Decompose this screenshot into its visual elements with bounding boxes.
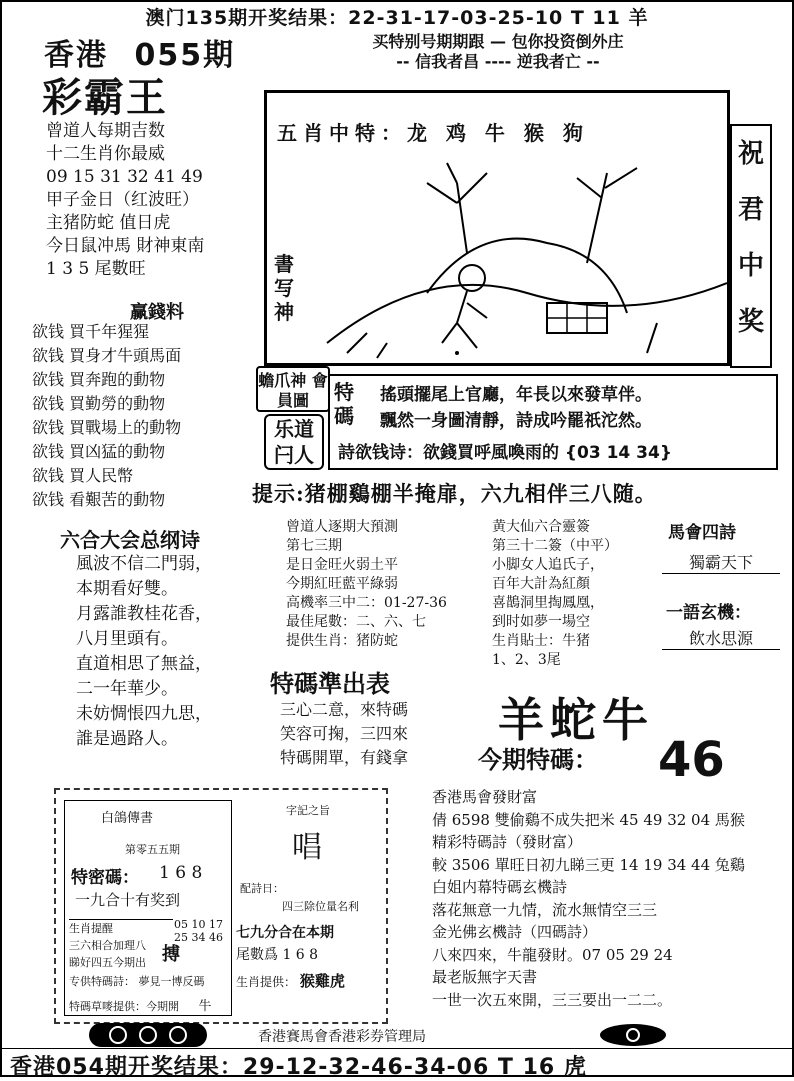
member-badge: 蟾爪神 會員圖 — [256, 366, 330, 412]
five-zodiac-title: 五肖中特：龙 鸡 牛 猴 狗 — [277, 121, 589, 145]
verse-line: 三心二意，來特碼 — [280, 700, 409, 719]
landscape-illustration — [307, 143, 727, 363]
hk-jockey-block — [432, 786, 745, 1011]
special-code-box — [328, 374, 778, 470]
win-money-title: 赢錢料 — [130, 302, 184, 323]
coupon-header: 白鴿傳書 — [101, 811, 154, 826]
special-code-poem — [380, 382, 652, 434]
footer-text: 香港賽馬會香港彩券管理局 — [258, 1029, 426, 1045]
blessing-strip — [730, 124, 772, 368]
zeng-prediction — [286, 518, 447, 651]
blessing-char: 奖 — [737, 307, 764, 337]
zodiac-pick: 羊蛇牛 — [498, 693, 654, 747]
slogan-line: -- 信我者昌 ---- 逆我者亡 -- — [396, 52, 600, 71]
bottom-line — [69, 995, 212, 1014]
reminder-row: 生肖提醒 — [69, 922, 113, 935]
poem-line: 誰是過路人。 — [76, 729, 178, 749]
macau-result-bar: 澳门135期开奖结果：22-31-17-03-25-10 T 11 羊 — [145, 7, 649, 29]
brand-title: 彩霸王 — [42, 75, 168, 121]
list-item: 欲钱 買千年猩猩 — [32, 322, 150, 341]
prediction-line: 曾道人逐期大預測 — [286, 519, 398, 535]
oracle-line: 黄大仙六合靈簽 — [492, 519, 590, 535]
char-note2: 四三除位量名利 — [282, 900, 359, 913]
prediction-line: 今期紅旺藍平綠弱 — [286, 576, 398, 592]
info-line: 曾道人每期吉数 — [46, 121, 165, 141]
char-note: 配詩日： — [240, 882, 284, 895]
list-item: 欲钱 買人民幣 — [32, 466, 134, 485]
hk-line: 金光佛玄機詩（四碼詩） — [432, 923, 598, 941]
info-line: 今日鼠冲馬 財神東南 — [46, 236, 205, 256]
blessing-char: 祝 — [737, 139, 764, 169]
info-line: 1 3 5 尾數旺 — [46, 259, 146, 279]
huang-oracle — [492, 518, 618, 670]
zodiac-supply — [236, 970, 345, 991]
special-phrase: 一九合十有奖到 — [75, 891, 181, 909]
special-code-label: 特碼 — [334, 380, 354, 428]
oracle-line: 第三十二簽（中平） — [492, 538, 618, 554]
oracle-line: 生肖貼士：牛猪 — [492, 633, 590, 649]
oracle-line: 1、2、3尾 — [492, 652, 561, 668]
poem-line: 直道相思了無益， — [76, 654, 212, 674]
char-title: 字記之旨 — [286, 804, 330, 817]
reminder-row: 三六相合加理八 — [69, 939, 146, 952]
prediction-line: 提供生肖：猪防蛇 — [286, 633, 398, 649]
reminder-rows — [69, 919, 173, 971]
hk-line: 香港馬會發財富 — [432, 788, 538, 806]
list-item: 欲钱 買凶猛的動物 — [32, 442, 166, 461]
special-number: 46 — [658, 732, 725, 788]
prediction-line: 最佳尾數：二、六、七 — [286, 614, 426, 630]
prediction-line: 高機率三中二：01-27-36 — [286, 595, 447, 611]
bottom-value: 牛 — [198, 999, 212, 1014]
zodiac-supply-label: 生肖提供： — [236, 975, 297, 989]
region-label: 香港 — [44, 38, 108, 73]
hk-line: 白姐内幕特碼玄機詩 — [432, 878, 568, 896]
poem-line: 未妨惆悵四九思， — [76, 704, 212, 724]
single-verse — [69, 973, 205, 989]
seal-badge — [264, 414, 324, 470]
special-table-title: 特碼準出表 — [270, 670, 390, 698]
oracle-line: 百年大計為紅顏 — [492, 576, 590, 592]
list-item: 欲钱 買奔跑的動物 — [32, 370, 166, 389]
seal-text: 乐道 — [274, 417, 314, 441]
this-issue-label: 今期特碼： — [478, 746, 598, 774]
special-verse — [280, 698, 408, 770]
vertical-caption: 書写神 — [274, 252, 294, 324]
grid-numbers: 05 10 17 25 34 46 — [174, 918, 223, 944]
blessing-char: 中 — [737, 251, 764, 281]
blessing-char: 君 — [737, 195, 764, 225]
special-code-value: 1 6 8 — [159, 863, 203, 883]
pigeon-coupon — [54, 788, 388, 1024]
hk-line: 最老版無字天書 — [432, 968, 538, 986]
win-money-list — [32, 320, 181, 512]
list-item: 欲钱 買身才牛頭馬面 — [32, 346, 182, 365]
hk-line: 一世一次五來開，三三要出一二二。 — [432, 990, 673, 1009]
coupon-issue: 第零五五期 — [125, 843, 180, 856]
special-code-label: 特密碼： — [71, 868, 139, 888]
four-poem-title: 馬會四詩 — [668, 523, 736, 543]
hk-line: 倩 6598 雙偷鷄不成失把米 45 49 32 04 馬猴 — [432, 810, 745, 829]
riddle-title: 一語玄機： — [666, 603, 751, 623]
lottery-logo-icon — [598, 1022, 668, 1048]
info-line: 09 15 31 32 41 49 — [46, 167, 203, 187]
oracle-line: 到时如夢一場空 — [492, 614, 590, 630]
reminder-row: 睇好四五今期出 — [69, 956, 146, 969]
poem-line: 本期看好雙。 — [76, 579, 178, 599]
poem-line: 飄然一身圖清靜，詩成吟罷祇沱然。 — [380, 411, 652, 431]
bottom-label: 特碼草嘜提供：今期開 — [69, 1000, 179, 1013]
list-item: 欲钱 買戰場上的動物 — [32, 418, 182, 437]
list-item: 欲钱 買勤勞的動物 — [32, 394, 166, 413]
oracle-line: 小脚女人追氏子， — [492, 557, 604, 573]
four-poem-value: 獨霸天下 — [662, 550, 780, 574]
header-slogan — [308, 32, 688, 72]
tail-line: 尾數爲 1 6 8 — [236, 947, 319, 963]
poem-line: 搖頭擺尾上官廳，年長以來發草伴。 — [380, 385, 652, 405]
reading-char: 搏 — [162, 944, 180, 965]
coupon-right-panel — [236, 800, 380, 1016]
prediction-line: 第七三期 — [286, 538, 342, 554]
slogan-line: 买特别号期期跟 — 包你投资倒外庄 — [372, 32, 624, 51]
verse-line: 特碼開單，有錢拿 — [280, 748, 409, 767]
prediction-line: 是日金旺火弱土平 — [286, 557, 398, 573]
verse-line: 笑容可掬，三四來 — [280, 724, 409, 743]
info-line: 甲子金日（红波旺） — [46, 190, 199, 210]
seal-text: 闩人 — [274, 443, 314, 467]
poem-line: 月露誰教桂花香， — [76, 604, 212, 624]
hint-big: 七九分合在本期 — [236, 925, 334, 941]
info-line: 十二生肖你最威 — [46, 144, 165, 164]
riddle-value: 飲水思源 — [662, 626, 780, 650]
hk-line: 八來四來，牛龍發財。07 05 29 24 — [432, 945, 673, 964]
liuhe-poem — [76, 552, 212, 752]
hk-line: 較 3506 單旺日初九睇三更 14 19 34 44 兔鷄 — [432, 855, 745, 874]
hk-line: 精彩特碼詩（發財富） — [432, 833, 583, 851]
oracle-line: 喜鵲洞里掏鳳凰， — [492, 595, 604, 611]
poem-line: 風波不信二門弱， — [76, 554, 212, 574]
hk-result-bar: 香港054期开奖结果：29-12-32-46-34-06 T 16 虎 — [2, 1048, 792, 1077]
lucky-info — [46, 120, 204, 281]
single-verse-label: 专供特碼詩： — [69, 975, 135, 988]
money-poem: 詩欲钱诗：欲錢買呼風喚雨的 {03 14 34} — [338, 443, 672, 463]
single-verse-value: 夢見一博反碼 — [138, 975, 205, 988]
list-item: 欲钱 看艱苦的動物 — [32, 490, 166, 509]
footer-banner — [88, 1022, 778, 1048]
poem-line: 二一年華少。 — [76, 679, 178, 699]
coupon-left-panel — [64, 800, 232, 1016]
info-line: 主猪防蛇 值日虎 — [46, 213, 171, 233]
poem-line: 八月里頭有。 — [76, 629, 178, 649]
hint-line: 提示:猪棚鷄棚半掩扉，六九相伴三八随。 — [252, 481, 657, 506]
issue-number: 055期 — [134, 38, 236, 73]
liuhe-poem-title: 六合大会总纲诗 — [60, 528, 200, 552]
hk-line: 落花無意一九情，流水無情空三三 — [432, 900, 658, 919]
jockey-logo-icon — [88, 1022, 208, 1048]
main-char: 唱 — [292, 830, 322, 865]
zodiac-supply-value: 猴雞虎 — [299, 972, 345, 990]
illustration-frame — [264, 90, 730, 366]
